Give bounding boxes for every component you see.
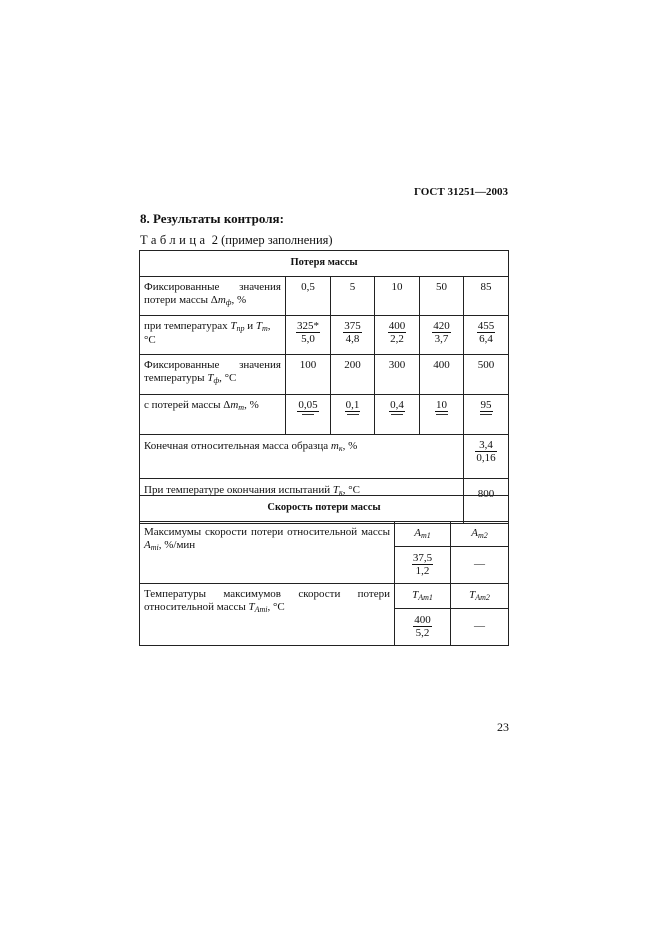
- table-cell: 0,5: [286, 277, 331, 316]
- table-cell: 10: [375, 277, 420, 316]
- table-cell: —: [451, 547, 509, 584]
- table-cell: 50: [420, 277, 464, 316]
- column-header-cell: $T_{Am2}$: [451, 584, 509, 609]
- fraction-cell: $\frac{375}{4,8}$: [331, 316, 375, 355]
- row-label: При температуре окончания испытаний $T_к$, °С: [140, 479, 464, 524]
- table-cell: 0,05: [286, 395, 331, 435]
- row-label: Конечная относительная масса образца $m_к$, %: [140, 435, 464, 479]
- table-row: [140, 395, 509, 435]
- column-header-cell: $A_{m1}$: [395, 522, 451, 547]
- table-row: [140, 584, 509, 609]
- fraction-cell: $\frac{420}{3,7}$: [420, 316, 464, 355]
- row-label: при температурах $T_{пр}$ и $T_m$, °С: [140, 316, 286, 355]
- dash-mark: [480, 414, 492, 415]
- table-cell: 0,4: [375, 395, 420, 435]
- row-label: Фиксированные значения потери массы $\Delta m_ф$, %: [140, 277, 286, 316]
- dash-mark: [436, 414, 448, 415]
- fraction-cell: $\frac{400}{5,2}$: [395, 609, 451, 646]
- table-caption-note: 2 (пример заполнения): [208, 233, 333, 247]
- row-label: Максимумы скорости потери относительной массы $A_{mi}$, %/мин: [140, 522, 395, 584]
- column-header-cell: $A_{m2}$: [451, 522, 509, 547]
- table-cell: 200: [331, 355, 375, 395]
- fraction-cell: $\frac{400}{2,2}$: [375, 316, 420, 355]
- table-cell: 800: [464, 479, 509, 524]
- section-title: 8. Результаты контроля:: [140, 211, 284, 226]
- row-label: Температуры максимумов скорости потери относительной массы $T_{Ami}$, °С: [140, 584, 395, 646]
- table-cell: 100: [286, 355, 331, 395]
- mass-loss-rate-table-title: Скорость потери массы: [140, 496, 509, 522]
- table-cell: 300: [375, 355, 420, 395]
- fraction-cell: $\frac{455}{6,4}$: [464, 316, 509, 355]
- page-number: 23: [497, 720, 509, 734]
- table-row: [140, 522, 509, 547]
- table-cell: 5: [331, 277, 375, 316]
- table-caption: [140, 233, 333, 248]
- table-row: [140, 435, 509, 479]
- table-cell: 95: [464, 395, 509, 435]
- fraction-cell: $\frac{325*}{5,0}$: [286, 316, 331, 355]
- mass-loss-table-title: Потеря массы: [140, 251, 509, 277]
- table-cell: 10: [420, 395, 464, 435]
- table-cell: 85: [464, 277, 509, 316]
- table-cell: 400: [420, 355, 464, 395]
- table-row: [140, 277, 509, 316]
- column-header-cell: $T_{Am1}$: [395, 584, 451, 609]
- mass-loss-rate-table: [139, 495, 509, 646]
- mass-loss-table: [139, 250, 509, 524]
- table-cell: 0,1: [331, 395, 375, 435]
- fraction-cell: $\frac{37,5}{1,2}$: [395, 547, 451, 584]
- dash-mark: [347, 414, 359, 415]
- row-label: Фиксированные значения температуры $T_ф$, °С: [140, 355, 286, 395]
- table-cell: 500: [464, 355, 509, 395]
- table-caption-word: Таблица: [140, 233, 209, 247]
- row-label: с потерей массы $\Delta m_т$, %: [140, 395, 286, 435]
- fraction-cell: $\frac{3,4}{0,16}$: [464, 435, 509, 479]
- dash-mark: [391, 414, 403, 415]
- document-code: ГОСТ 31251—2003: [414, 186, 508, 198]
- table-cell: —: [451, 609, 509, 646]
- table-row: [140, 355, 509, 395]
- table-row: [140, 316, 509, 355]
- dash-mark: [302, 414, 314, 415]
